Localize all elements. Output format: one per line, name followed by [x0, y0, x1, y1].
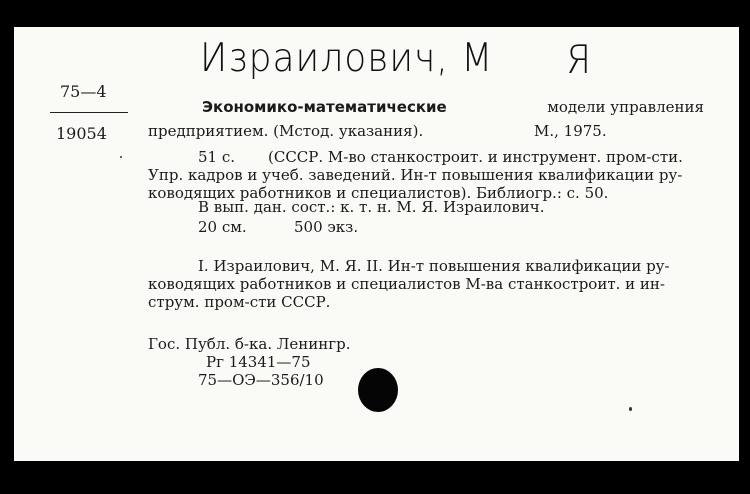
series-note-line: Упр. кадров и учеб. заведений. Ин-т повышения квалификации ру-	[148, 166, 683, 184]
title-rest: модели управления	[547, 98, 704, 116]
place-year: М., 1975.	[534, 122, 607, 140]
tracing-line-2: ководящих работников и специалистов М-ва станкостроит. и ин-	[148, 275, 665, 293]
pages: 51 с.	[198, 148, 236, 166]
punch-hole	[358, 368, 398, 412]
title-continuation: предприятием. (Мстод. указания).	[148, 122, 424, 140]
title-line	[202, 98, 704, 116]
card-number: 75—ОЭ—356/10	[198, 371, 324, 389]
tracing-line-3: струм. пром-сти СССР.	[148, 293, 331, 311]
registration-number: Рг 14341—75	[206, 353, 311, 371]
library-name: Гос. Публ. б-ка. Ленингр.	[148, 335, 351, 353]
series-note-start: (СССР. М-во станкостроит. и инструмент. пром-сти.	[268, 148, 683, 166]
series-note-end: ководящих работников и специалистов). Библиогр.: с. 50.	[148, 184, 609, 202]
speck	[120, 156, 122, 158]
size-copies-line	[198, 218, 398, 236]
shelf-mark-top: 75—4	[60, 82, 107, 101]
tracing-line-1: I. Израилович, М. Я. II. Ин-т повышения квалификации ру-	[198, 257, 670, 275]
shelf-mark-bottom: 19054	[56, 124, 107, 143]
compiler-note: В вып. дан. сост.: к. т. н. М. Я. Израилович.	[198, 198, 545, 216]
copies: 500 экз.	[294, 218, 359, 236]
handwritten-author-name: Израилович, М	[200, 36, 494, 81]
size: 20 см.	[198, 218, 247, 236]
title-bold: Экономико-математические	[202, 98, 447, 116]
collation-line	[198, 148, 708, 166]
speck	[629, 407, 632, 411]
shelf-mark-divider	[50, 112, 128, 113]
handwritten-initial: Я	[566, 38, 593, 83]
imprint-line	[148, 122, 708, 140]
